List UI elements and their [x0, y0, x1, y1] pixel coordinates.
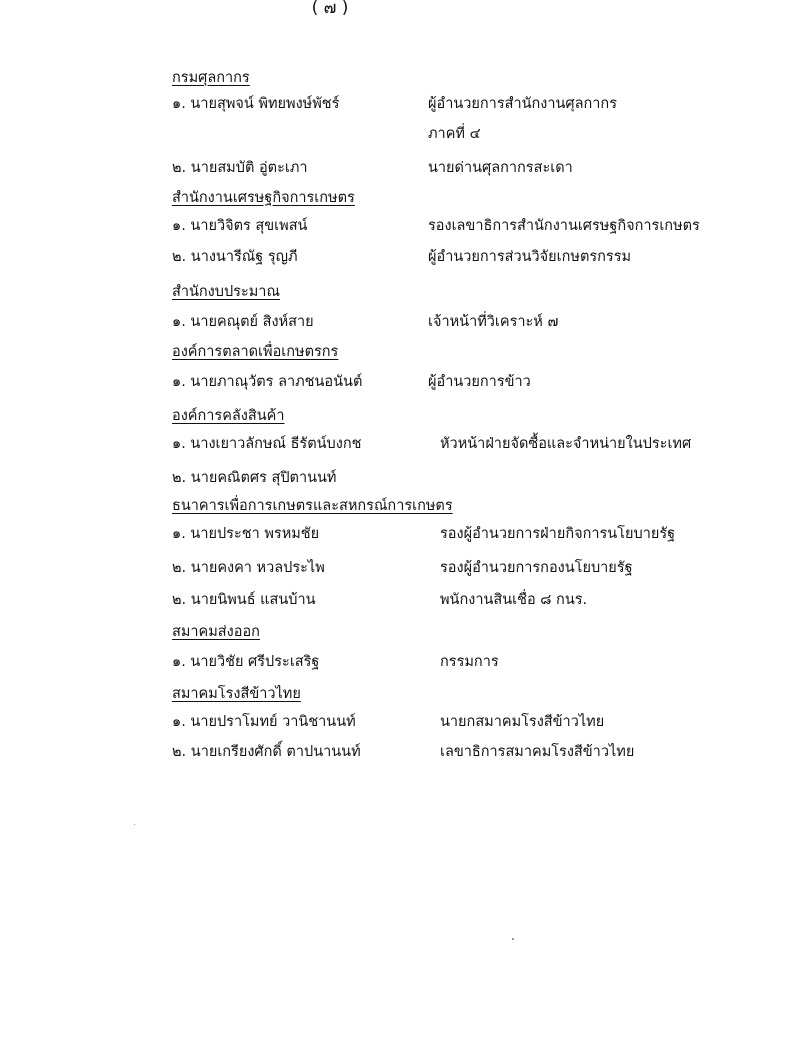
member-name: ๑. นายภาณุวัตร ลาภชนอนันต์: [172, 374, 363, 390]
member-row: [0, 310, 800, 336]
member-position: รองผู้อำนวยการฝ่ายกิจการนโยบายรัฐ: [440, 526, 676, 542]
member-row: [0, 245, 800, 271]
scan-speck: [134, 824, 135, 825]
member-name: ๒. นายคณิตศร สุปิตานนท์: [172, 470, 337, 486]
member-position: นายกสมาคมโรงสีข้าวไทย: [440, 714, 605, 730]
member-position: ผู้อำนวยการข้าว: [428, 374, 531, 390]
member-position: เจ้าหน้าที่วิเคราะห์ ๗: [428, 314, 559, 330]
member-name: ๒. นายนิพนธ์ แสนบ้าน: [172, 592, 316, 608]
member-name: ๑. นายวิจิตร สุขเพสน์: [172, 218, 308, 234]
member-row: [0, 122, 800, 148]
scan-speck: [512, 938, 514, 940]
section-heading-budget: สำนักงบประมาณ: [172, 284, 280, 300]
member-position: รองเลขาธิการสำนักงานเศรษฐกิจการเกษตร: [428, 218, 700, 234]
member-position: พนักงานสินเชื่อ ๘ กนร.: [440, 592, 588, 608]
member-row: [0, 710, 800, 736]
member-row: [0, 740, 800, 766]
section-heading-pwo: องค์การคลังสินค้า: [172, 408, 285, 424]
member-position: กรรมการ: [440, 654, 499, 670]
member-row: [0, 522, 800, 548]
member-name: ๑. นายวิชัย ศรีประเสริฐ: [172, 654, 320, 670]
member-position: ผู้อำนวยการส่วนวิจัยเกษตรกรรม: [428, 249, 632, 265]
member-name: ๑. นายประชา พรหมชัย: [172, 526, 320, 542]
member-position: นายด่านศุลกากรสะเดา: [428, 160, 573, 176]
section-heading-mof: องค์การตลาดเพื่อเกษตรกร: [172, 344, 339, 360]
member-row: [0, 370, 800, 396]
page-number: ( ๗ ): [311, 0, 349, 18]
member-position: ผู้อำนวยการสำนักงานศุลกากร: [428, 96, 618, 112]
member-row: [0, 466, 800, 492]
section-heading-customs: กรมศุลกากร: [172, 70, 250, 86]
section-heading-rice-mill-assoc: สมาคมโรงสีข้าวไทย: [172, 686, 301, 702]
member-row: [0, 650, 800, 676]
member-name: ๑. นายปราโมทย์ วานิชานนท์: [172, 714, 356, 730]
member-position: หัวหน้าฝ่ายจัดซื้อและจำหน่ายในประเทศ: [440, 436, 692, 452]
section-heading-oae: สำนักงานเศรษฐกิจการเกษตร: [172, 190, 355, 206]
member-position: ภาคที่ ๔: [428, 126, 481, 142]
member-name: ๑. นายคณุตย์ สิงห์สาย: [172, 314, 314, 330]
member-name: ๑. นายสุพจน์ พิทยพงษ์พัชร์: [172, 96, 340, 112]
member-name: ๒. นายสมบัติ อู่ตะเภา: [172, 160, 308, 176]
member-row: [0, 588, 800, 614]
member-name: ๒. นายเกรียงศักดิ์ ตาปนานนท์: [172, 744, 361, 760]
section-heading-export-assoc: สมาคมส่งออก: [172, 624, 260, 640]
member-position: รองผู้อำนวยการกองนโยบายรัฐ: [440, 560, 633, 576]
member-position: เลขาธิการสมาคมโรงสีข้าวไทย: [440, 744, 635, 760]
member-row: [0, 432, 800, 458]
member-row: [0, 556, 800, 582]
member-name: ๒. นางนารีณัฐ รุญภี: [172, 249, 298, 265]
member-name: ๒. นายคงคา หวลประไพ: [172, 560, 325, 576]
member-name: ๑. นางเยาวลักษณ์ ธีรัตน์บงกช: [172, 436, 362, 452]
member-row: [0, 214, 800, 240]
member-row: [0, 92, 800, 118]
member-row: [0, 156, 800, 182]
section-heading-baac: ธนาคารเพื่อการเกษตรและสหกรณ์การเกษตร: [172, 498, 453, 514]
